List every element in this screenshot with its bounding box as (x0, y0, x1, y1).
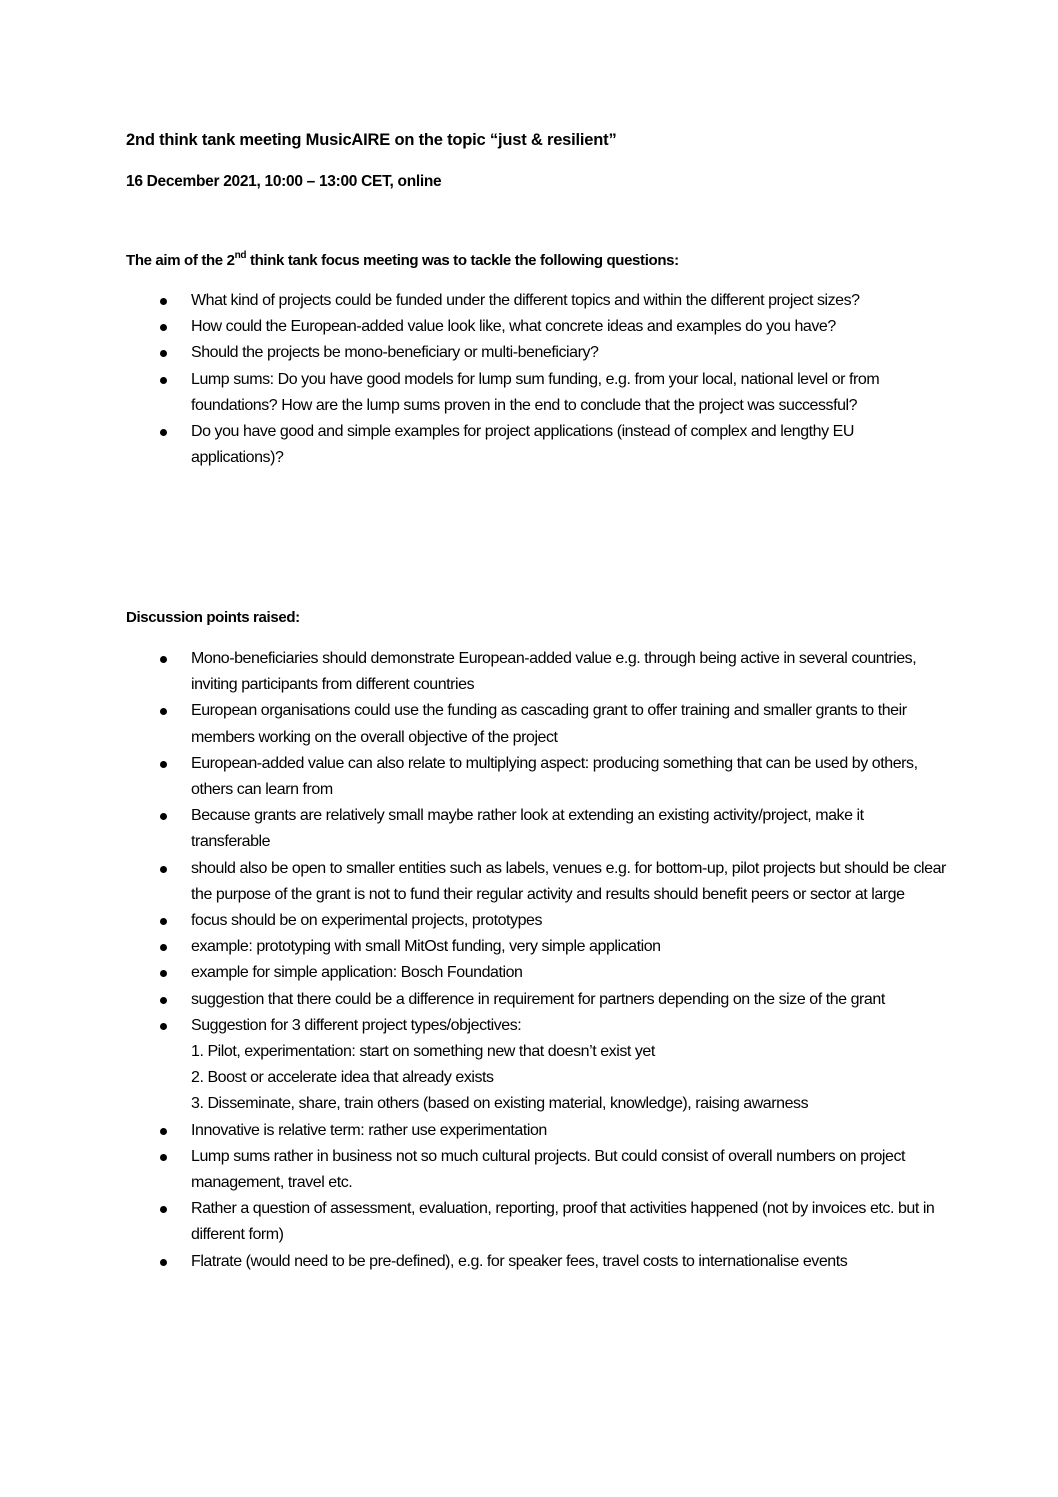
list-item-text: What kind of projects could be funded under the different topics and within the different project sizes? (191, 292, 860, 309)
list-item-text: Suggestion for 3 different project types/objectives: (191, 1016, 522, 1034)
list-item (126, 340, 946, 366)
list-item-text: European-added value can also relate to multiplying aspect: producing something that can be used by others, others can learn from (191, 754, 918, 799)
list-item-text: Because grants are relatively small maybe rather look at extending an existing activity/project, make it transferable (191, 807, 864, 851)
list-item (126, 1249, 946, 1275)
bullet-icon (160, 1259, 167, 1266)
list-item (126, 646, 946, 698)
list-item (126, 419, 946, 471)
bullet-icon (160, 708, 167, 715)
list-item (126, 1144, 946, 1196)
list-item-text: Mono-beneficiaries should demonstrate European-added value e.g. through being active in several countries, inviting participants from different countries (191, 650, 917, 694)
bullet-icon (160, 377, 167, 384)
bullet-icon (160, 944, 167, 951)
discussion-heading: Discussion points raised: (126, 609, 300, 626)
bullet-icon (160, 1128, 167, 1135)
list-item-text: How could the European-added value look like, what concrete ideas and examples do you have? (191, 318, 836, 336)
project-type-item: 2. Boost or accelerate idea that already exists (191, 1069, 494, 1087)
list-item-text: focus should be on experimental projects, prototypes (191, 912, 543, 930)
list-item (126, 1196, 946, 1248)
list-item (126, 803, 946, 855)
list-item-text: European organisations could use the funding as cascading grant to offer training and smaller grants to their members working on the overall objective of the project (191, 702, 907, 746)
list-item (126, 856, 946, 908)
discussion-points-list (126, 646, 946, 1275)
list-item-text: Flatrate (would need to be pre-defined), e.g. for speaker fees, travel costs to internationalise events (191, 1252, 848, 1270)
bullet-icon (160, 1154, 167, 1161)
bullet-icon (160, 866, 167, 873)
aim-questions-list (126, 288, 946, 471)
list-item (126, 960, 946, 986)
meeting-date-time: 16 December 2021, 10:00 – 13:00 CET, online (126, 173, 442, 190)
aim-heading-pre: The aim of the 2 (126, 252, 235, 269)
document-title: 2nd think tank meeting MusicAIRE on the topic “just & resilient” (126, 131, 617, 149)
list-item-text: should also be open to smaller entities such as labels, venues e.g. for bottom-up, pilot projects but should be clear the purpose of the grant is not to fund their regular activity and results should benefit peers or sector at large (191, 859, 946, 903)
bullet-icon (160, 350, 167, 357)
aim-heading (126, 252, 679, 269)
list-item (126, 314, 946, 340)
list-item (126, 1013, 946, 1118)
list-item (126, 367, 946, 419)
list-item (126, 1118, 946, 1144)
list-item-text: Rather a question of assessment, evaluation, reporting, proof that activities happened (not by invoices etc. but in different form) (191, 1200, 935, 1244)
list-item-text: Lump sums: Do you have good models for lump sum funding, e.g. from your local, national level or from foundations? How are the lump sums proven in the end to conclude that the project was successful? (191, 370, 880, 414)
bullet-icon (160, 997, 167, 1004)
list-item-text: Lump sums rather in business not so much cultural projects. But could consist of overall numbers on project management, travel etc. (191, 1147, 905, 1192)
aim-heading-sup: nd (234, 250, 247, 261)
project-type-item: 3. Disseminate, share, train others (based on existing material, knowledge), raising awarness (191, 1095, 809, 1113)
bullet-icon (160, 761, 167, 768)
list-item (126, 698, 946, 750)
list-item (126, 908, 946, 934)
bullet-icon (160, 1206, 167, 1213)
bullet-icon (160, 1023, 167, 1030)
list-item-text: example for simple application: Bosch Foundation (191, 964, 523, 982)
aim-heading-post: think tank focus meeting was to tackle the following questions: (246, 252, 679, 269)
list-item-text: suggestion that there could be a difference in requirement for partners depending on the size of the grant (191, 990, 885, 1008)
list-item (126, 987, 946, 1013)
bullet-icon (160, 918, 167, 925)
list-item-text: Should the projects be mono-beneficiary or multi-beneficiary? (191, 344, 599, 362)
bullet-icon (160, 970, 167, 977)
list-item-text: example: prototyping with small MitOst funding, very simple application (191, 938, 661, 956)
bullet-icon (160, 656, 167, 663)
list-item-text: Innovative is relative term: rather use experimentation (191, 1121, 547, 1139)
project-type-item: 1. Pilot, experimentation: start on something new that doesn’t exist yet (191, 1043, 655, 1061)
list-item (126, 751, 946, 803)
bullet-icon (160, 813, 167, 820)
list-item (126, 288, 946, 314)
list-item-text: Do you have good and simple examples for project applications (instead of complex and lengthy EU applications)? (191, 423, 854, 467)
list-item (126, 934, 946, 960)
bullet-icon (160, 324, 167, 331)
bullet-icon (160, 429, 167, 436)
bullet-icon (160, 298, 167, 305)
